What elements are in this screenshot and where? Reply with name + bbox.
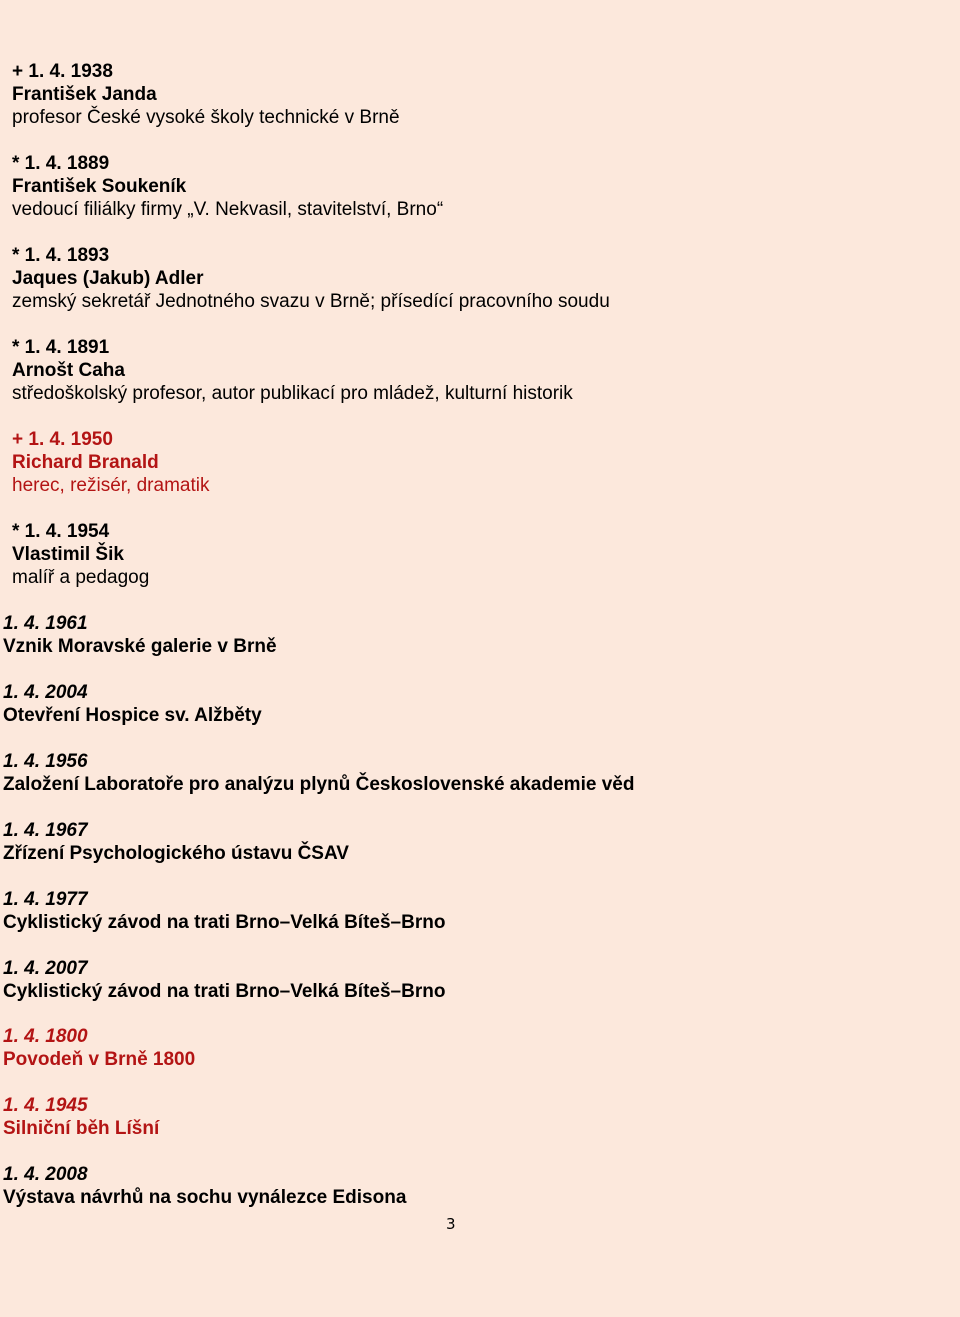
person-date: * 1. 4. 1891: [12, 337, 110, 358]
person-description: profesor České vysoké školy technické v Brně: [12, 107, 400, 128]
event-title: Cyklistický závod na trati Brno–Velká Bíteš–Brno: [3, 912, 446, 933]
person-name: Richard Branald: [12, 452, 159, 473]
person-name: Arnošt Caha: [12, 360, 125, 381]
event-title: Otevření Hospice sv. Alžběty: [3, 705, 262, 726]
person-date: + 1. 4. 1938: [12, 61, 113, 82]
event-date: 1. 4. 1961: [3, 613, 88, 634]
person-name: František Janda: [12, 84, 157, 105]
person-description: zemský sekretář Jednotného svazu v Brně; přísedící pracovního soudu: [12, 291, 610, 312]
event-date: 1. 4. 2007: [3, 958, 88, 979]
event-title: Výstava návrhů na sochu vynálezce Edisona: [3, 1187, 407, 1208]
event-date: 1. 4. 1967: [3, 820, 88, 841]
person-date: * 1. 4. 1893: [12, 245, 110, 266]
event-date: 1. 4. 1945: [3, 1095, 88, 1116]
person-description: středoškolský profesor, autor publikací pro mládež, kulturní historik: [12, 383, 573, 404]
event-title: Založení Laboratoře pro analýzu plynů Československé akademie věd: [3, 774, 635, 795]
event-title: Povodeň v Brně 1800: [3, 1049, 196, 1070]
person-description: malíř a pedagog: [12, 567, 150, 588]
event-date: 1. 4. 1956: [3, 751, 88, 772]
event-date: 1. 4. 1800: [3, 1026, 88, 1047]
event-title: Zřízení Psychologického ústavu ČSAV: [3, 843, 349, 864]
person-name: Jaques (Jakub) Adler: [12, 268, 204, 289]
person-name: František Soukeník: [12, 176, 187, 197]
person-date: * 1. 4. 1889: [12, 153, 110, 174]
person-description: vedoucí filiálky firmy „V. Nekvasil, stavitelství, Brno“: [12, 199, 444, 220]
event-date: 1. 4. 2008: [3, 1164, 88, 1185]
person-date: + 1. 4. 1950: [12, 429, 113, 450]
person-name: Vlastimil Šik: [12, 544, 124, 565]
page-number: 3: [446, 1215, 456, 1233]
event-title: Silniční běh Líšní: [3, 1118, 160, 1139]
event-date: 1. 4. 2004: [3, 682, 88, 703]
person-date: * 1. 4. 1954: [12, 521, 110, 542]
event-title: Vznik Moravské galerie v Brně: [3, 636, 277, 657]
person-description: herec, režisér, dramatik: [12, 475, 210, 496]
event-title: Cyklistický závod na trati Brno–Velká Bíteš–Brno: [3, 981, 446, 1002]
event-date: 1. 4. 1977: [3, 889, 88, 910]
